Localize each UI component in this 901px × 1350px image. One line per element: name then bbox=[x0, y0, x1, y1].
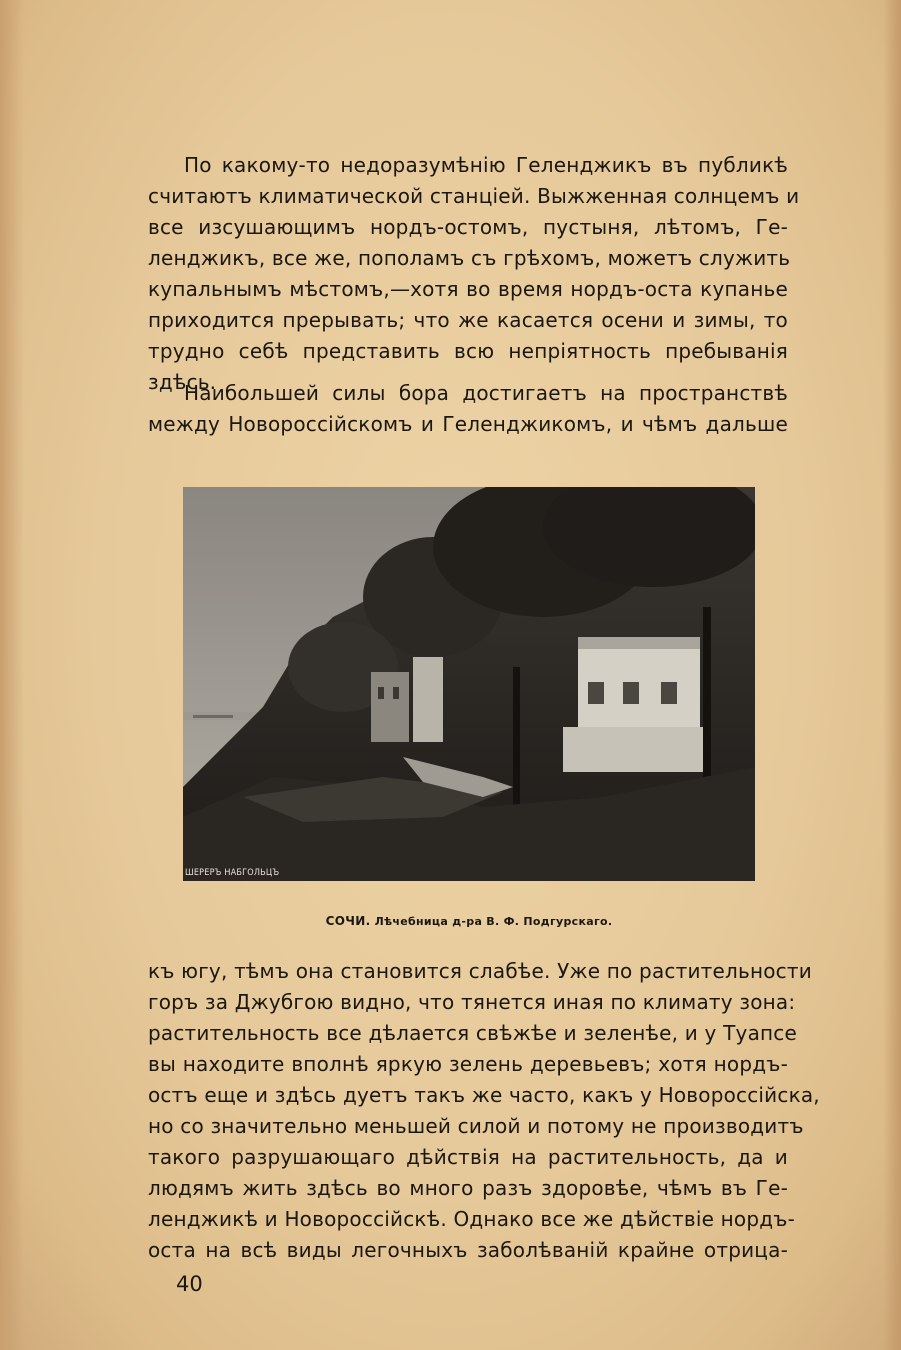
paragraph-1 bbox=[148, 150, 800, 398]
text-line: горъ за Джубгою видно, что тянется иная по климату зона: bbox=[148, 990, 796, 1014]
text-line: оста на всѣ виды легочныхъ заболѣваній крайне отрица- bbox=[148, 1238, 788, 1262]
page-edge-shadow-left bbox=[0, 0, 24, 1350]
text-line: вы находите вполнѣ яркую зелень деревьевъ; хотя нордъ- bbox=[148, 1052, 788, 1076]
text-line: Наибольшей силы бора достигаетъ на пространствѣ bbox=[184, 381, 788, 405]
text-line: къ югу, тѣмъ она становится слабѣе. Уже по растительности bbox=[148, 959, 812, 983]
text-line: все изсушающимъ нордъ-остомъ, пустыня, лѣтомъ, Ге- bbox=[148, 215, 788, 239]
text-line: купальнымъ мѣстомъ,—хотя во время нордъ-оста купанье bbox=[148, 277, 788, 301]
page-number: 40 bbox=[176, 1272, 203, 1296]
caption-text: Лѣчебница д-ра В. Ф. Подгурскаго. bbox=[374, 915, 613, 928]
text-line: приходится прерывать; что же касается осени и зимы, то bbox=[148, 308, 788, 332]
text-line: но со значительно меньшей силой и потому не производитъ bbox=[148, 1114, 804, 1138]
page-edge-shadow-right bbox=[883, 0, 901, 1350]
paragraph-3 bbox=[148, 956, 820, 1266]
text-line: здѣсь. bbox=[148, 370, 217, 394]
text-line: людямъ жить здѣсь во много разъ здоровѣе, чѣмъ въ Ге- bbox=[148, 1176, 788, 1200]
text-line: остъ еще и здѣсь дуетъ такъ же часто, какъ у Новороссійска, bbox=[148, 1083, 820, 1107]
paragraph-2 bbox=[148, 378, 788, 440]
text-line: По какому-то недоразумѣнію Геленджикъ въ публикѣ bbox=[184, 153, 788, 177]
sanatorium-photograph bbox=[183, 487, 755, 881]
text-line: между Новороссійскомъ и Геленджикомъ, и чѣмъ дальше bbox=[148, 412, 788, 436]
text-line: такого разрушающаго дѣйствія на растительность, да и bbox=[148, 1145, 788, 1169]
caption-place: СОЧИ. bbox=[325, 914, 371, 928]
text-line: считаютъ климатической станціей. Выжженная солнцемъ и bbox=[148, 184, 800, 208]
photo-caption bbox=[183, 914, 755, 928]
text-line: ленджикѣ и Новороссійскѣ. Однако все же дѣйствіе нордъ- bbox=[148, 1207, 796, 1231]
photo-illustration bbox=[183, 487, 755, 881]
text-line: растительность все дѣлается свѣжѣе и зеленѣе, и у Туапсе bbox=[148, 1021, 798, 1045]
text-line: ленджикъ, все же, пополамъ съ грѣхомъ, можетъ служить bbox=[148, 246, 791, 270]
photographer-watermark: ШЕРЕРЪ НАБГОЛЬЦЪ bbox=[185, 868, 280, 878]
text-line: трудно себѣ представить всю непріятность пребыванія bbox=[148, 339, 788, 363]
